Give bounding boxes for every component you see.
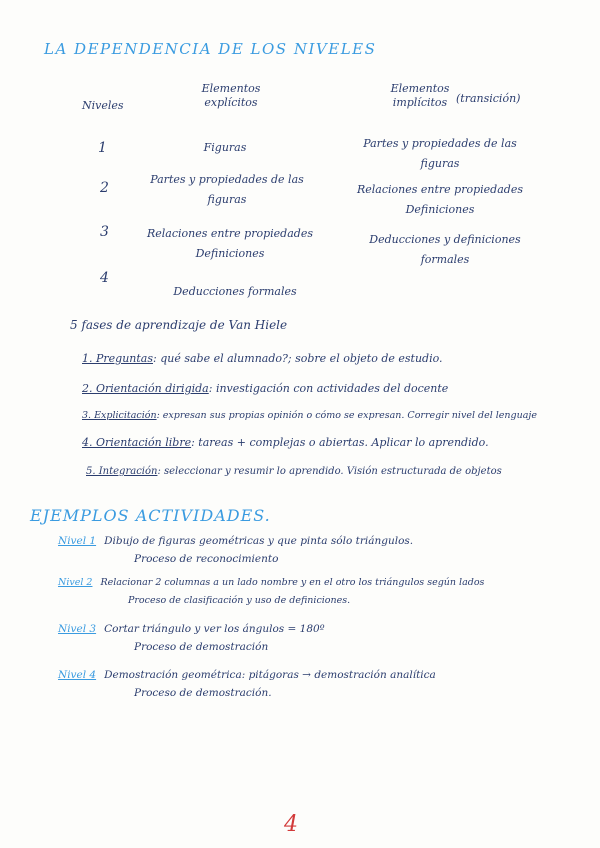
- phase-item: [86, 466, 502, 477]
- cell-line: formales: [420, 253, 470, 266]
- example-line: Proceso de reconocimiento: [134, 553, 279, 565]
- example-line: Demostración geométrica: pitágoras → demostración analítica: [104, 669, 436, 681]
- row-explicitos: [142, 170, 312, 210]
- example-line: Proceso de clasificación y uso de definiciones.: [128, 595, 351, 606]
- phases-heading: 5 fases de aprendizaje de Van Hiele: [70, 318, 288, 332]
- phase-text: : investigación con actividades del docente: [208, 382, 449, 395]
- row-nivel: 3: [100, 224, 109, 240]
- header-transicion: (transición): [456, 92, 521, 105]
- example-line: Dibujo de figuras geométricas y que pinta sólo triángulos.: [104, 535, 414, 547]
- cell-line: Relaciones entre propiedades: [147, 227, 313, 240]
- row-nivel: 2: [100, 180, 109, 196]
- example-level: Nivel 2: [58, 577, 93, 588]
- phase-label: 2. Orientación dirigida: [82, 382, 209, 395]
- example-item: [58, 666, 436, 702]
- phase-text: : tareas + complejas o abiertas. Aplicar lo aprendido.: [191, 436, 489, 449]
- header-explicitos-line: Elementos: [201, 82, 261, 95]
- header-implicitos-line: Elementos: [390, 82, 450, 95]
- cell-line: figuras: [420, 157, 460, 170]
- cell-line: Deducciones y definiciones: [369, 233, 521, 246]
- phase-text: : expresan sus propias opinión o cómo se expresan. Corregir nivel del lenguaje: [156, 410, 537, 421]
- cell-line: Figuras: [203, 141, 247, 154]
- example-line: Proceso de demostración.: [134, 687, 272, 699]
- example-line: Relacionar 2 columnas a un lado nombre y en el otro los triángulos según lados: [100, 577, 485, 588]
- row-explicitos: [160, 282, 310, 302]
- row-explicitos: [140, 224, 320, 264]
- phase-item: [82, 436, 489, 449]
- phase-item: [82, 352, 443, 365]
- row-nivel: 4: [100, 270, 109, 286]
- cell-line: Relaciones entre propiedades: [357, 183, 523, 196]
- example-line: Proceso de demostración: [134, 641, 269, 653]
- header-implicitos: [380, 82, 460, 110]
- example-line: Cortar triángulo y ver los ángulos = 180º: [104, 623, 325, 635]
- examples-heading: EJEMPLOS ACTIVIDADES.: [30, 506, 271, 525]
- cell-line: Definiciones: [195, 247, 265, 260]
- row-nivel: 1: [98, 140, 107, 156]
- header-explicitos-line: explícitos: [204, 96, 258, 109]
- example-level: Nivel 1: [58, 535, 97, 547]
- example-level: Nivel 3: [58, 623, 97, 635]
- example-level: Nivel 4: [58, 669, 97, 681]
- phase-text: : qué sabe el alumnado?; sobre el objeto de estudio.: [153, 352, 443, 365]
- cell-line: Deducciones formales: [173, 285, 297, 298]
- page-number: 4: [284, 812, 298, 837]
- phase-text: : seleccionar y resumir lo aprendido. Visión estructurada de objetos: [157, 466, 502, 477]
- example-item: [58, 620, 325, 656]
- phase-item: [82, 382, 448, 395]
- example-item: [58, 574, 484, 610]
- phase-label: 3. Explicitación: [82, 410, 157, 421]
- row-implicitos: [355, 230, 535, 270]
- row-implicitos: [350, 180, 530, 220]
- header-implicitos-line: implícitos: [392, 96, 448, 109]
- phase-label: 4. Orientación libre: [82, 436, 192, 449]
- page-title: LA DEPENDENCIA DE LOS NIVELES: [44, 40, 377, 58]
- row-explicitos: [150, 138, 300, 158]
- phase-label: 5. Integración: [86, 466, 158, 477]
- cell-line: Definiciones: [405, 203, 475, 216]
- header-explicitos: [186, 82, 276, 110]
- row-implicitos: [350, 134, 530, 174]
- cell-line: figuras: [207, 193, 247, 206]
- cell-line: Partes y propiedades de las: [363, 137, 517, 150]
- example-item: [58, 532, 413, 568]
- phase-item: [82, 410, 537, 421]
- phase-label: 1. Preguntas: [82, 352, 153, 365]
- cell-line: Partes y propiedades de las: [150, 173, 304, 186]
- header-niveles: Niveles: [82, 99, 124, 112]
